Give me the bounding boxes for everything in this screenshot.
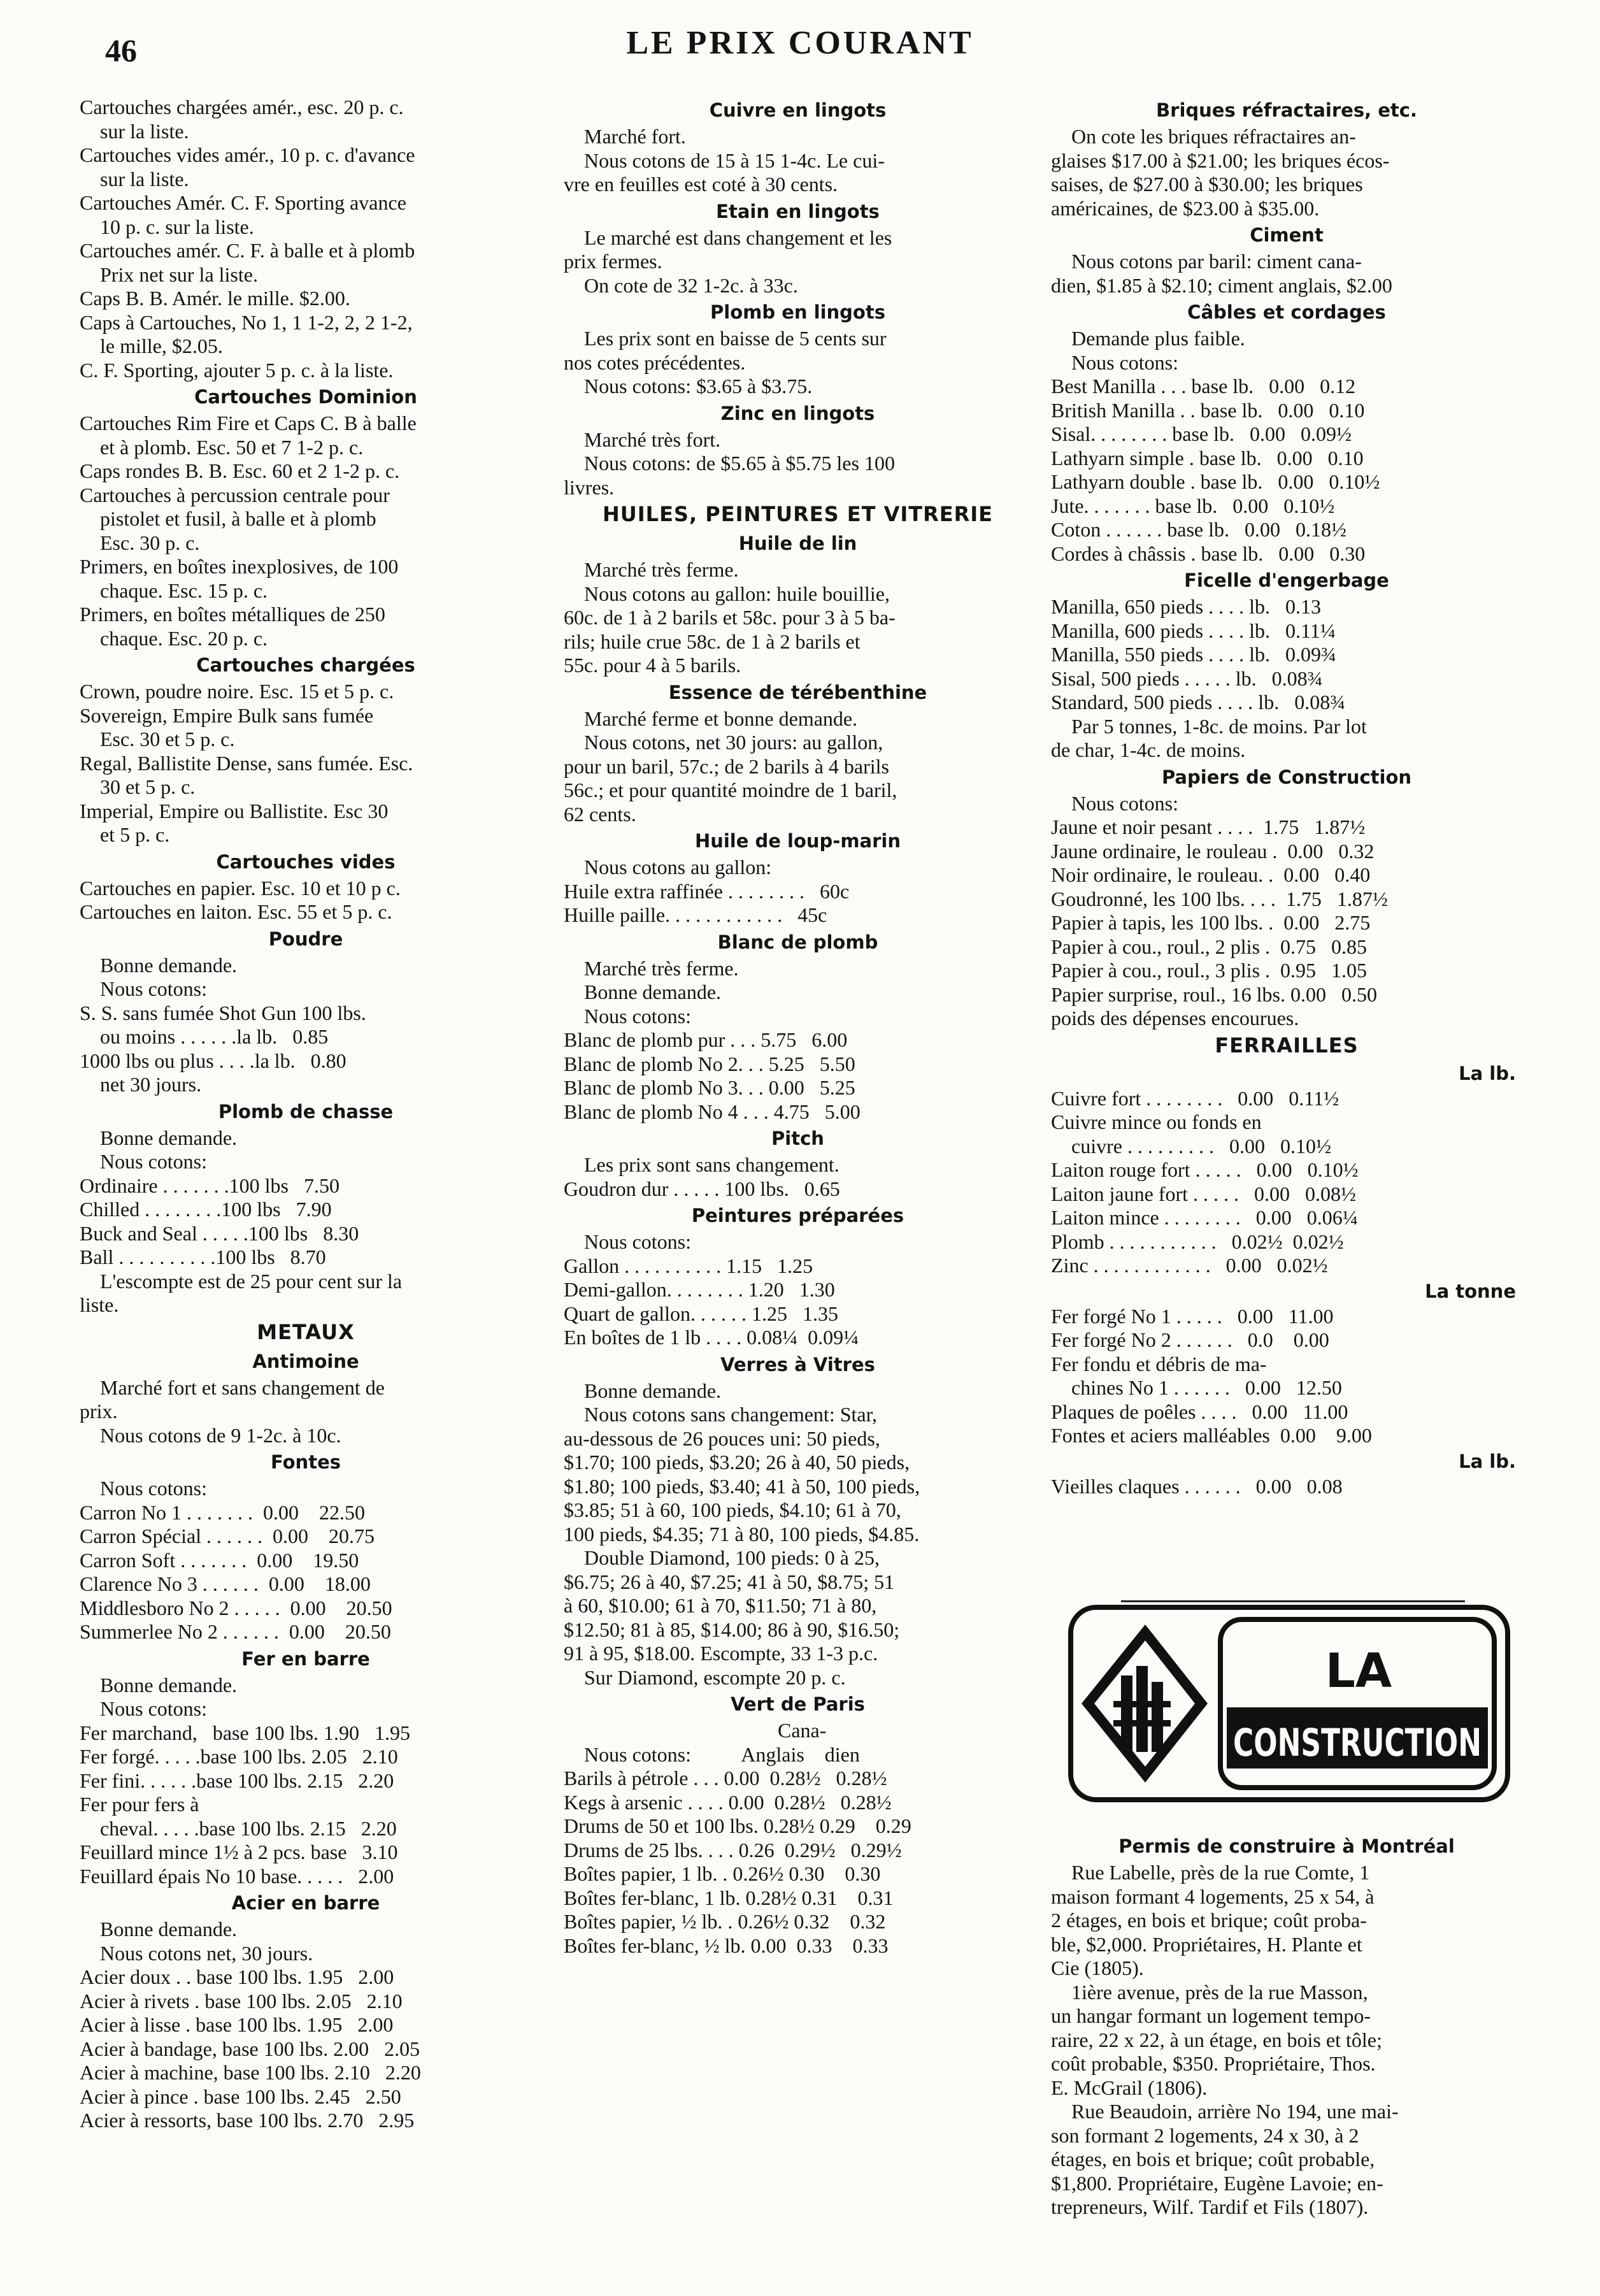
price-paragraph: Marché très ferme. Nous cotons au gallon: huile bouillie, 60c. de 1 à 2 barils et 58c. pour 3 à 5 ba- rils; huile crue 58c. de 1 à 2 barils et 55c. pour 4 à 5 barils. [564,558,896,677]
price-paragraph: On cote les briques réfractaires an- glaises $17.00 à $21.00; les briques écos- saises, de $27.00 à $30.00; les briques américaines, de $23.00 à $35.00. [1051,125,1390,220]
price-paragraph: Bonne demande. Nous cotons: Ordinaire . . . . . . .100 lbs 7.50 Chilled . . . . . . . .100 lbs 7.90 Buck and Seal . . . . .100 lbs 8.30 Ball . . . . . . . . . .100 lbs 8.70 L'escompte est de 25 pour cent sur la liste. [80,1126,403,1316]
price-paragraph: Vieilles claques . . . . . . 0.00 0.08 [1051,1474,1343,1498]
logo-text-top: LA [1325,1644,1392,1698]
price-paragraph: Marché très fort. Nous cotons: de $5.65 à $5.75 les 100 livres. [564,427,895,499]
section-heading: Cuivre en lingots [709,99,887,121]
section-heading: Acier en barre [231,1892,380,1914]
la-construction-logo [1069,1605,1510,1802]
section-heading: Huile de lin [738,533,857,554]
section-heading: Zinc en lingots [720,402,875,424]
price-paragraph: Nous cotons au gallon: Huile extra raffinée . . . . . . . . 60c Huille paille. . . . . . . . . . . . 45c [564,856,850,926]
price-paragraph: Bonne demande. Nous cotons: Fer marchand, base 100 lbs. 1.90 1.95 Fer forgé. . . . .base 100 lbs. 2.05 2.10 Fer fini. . . . . .base 100 lbs. 2.15 2.20 Fer pour fers à cheval. . . . .base 100 lbs. 2.15 2.20 Feuillard mince 1½ à 2 pcs. base 3.10 Feuillard épais No 10 base. . . . . 2.00 [80,1673,411,1888]
section-heading: Peintures préparées [691,1205,904,1226]
price-paragraph: Marché fort et sans changement de prix. Nous cotons de 9 1-2c. à 10c. [80,1375,385,1447]
page-number: 46 [105,32,137,68]
section-heading: Vert de Paris [731,1693,865,1715]
price-paragraph: Marché ferme et bonne demande. Nous cotons, net 30 jours: au gallon, pour un baril, 57c.; de 2 barils à 4 barils 56c.; et pour quantité moindre de 1 baril, 62 cents. [564,707,897,826]
price-paragraph: Manilla, 650 pieds . . . . lb. 0.13 Manilla, 600 pieds . . . . lb. 0.11¼ Manilla, 550 pieds . . . . lb. 0.09¾ Sisal, 500 pieds . . . . . lb. 0.08¾ Standard, 500 pieds . . . . lb. 0.08¾ Par 5 tonnes, 1-8c. de moins. Par lot de char, 1-4c. de moins. [1051,595,1367,761]
column-left [80,96,532,2133]
building-permits-section [1051,1832,1522,2220]
section-heading: Permis de construire à Montréal [1118,1835,1455,1857]
logo-text-main: CONSTRUCTION [1233,1721,1482,1765]
price-paragraph: Nous cotons: Jaune et noir pesant . . . . 1.75 1.87½ Jaune ordinaire, le rouleau . 0.00 0.32 Noir ordinaire, le rouleau. . 0.00 0.40 Goudronné, les 100 lbs. . . . 1.75 1.87½ Papier à tapis, les 100 lbs. . 0.00 2.75 Papier à cou., roul., 2 plis . 0.75 0.85 Papier à cou., roul., 3 plis . 0.95 1.05 Papier surprise, roul., 16 lbs. 0.00 0.50 poids des dépenses encourues. [1051,791,1388,1030]
section-heading: Antimoine [252,1350,359,1372]
price-paragraph: Cartouches Rim Fire et Caps C. B à balle et à plomb. Esc. 50 et 7 1-2 p. c. Caps rondes B. B. Esc. 60 et 2 1-2 p. c. Cartouches à percussion centrale pour pistolet et fusil, à balle et à plomb Esc. 30 p. c. Primers, en boîtes inexplosives, de 100 chaque. Esc. 15 p. c. Primers, en boîtes métalliques de 250 chaque. Esc. 20 p. c. [80,412,417,650]
price-paragraph: Le marché est dans changement et les prix fermes. On cote de 32 1-2c. à 33c. [564,226,892,297]
price-paragraph: Nous cotons: Gallon . . . . . . . . . . 1.15 1.25 Demi-gallon. . . . . . . . 1.20 1.30 Quart de gallon. . . . . . 1.25 1.35 En boîtes de 1 lb . . . . 0.08¼ 0.09¼ [564,1230,859,1349]
section-heading: Etain en lingots [716,200,880,222]
section-heading: Plomb en lingots [710,301,885,323]
section-heading: Fontes [271,1451,341,1473]
major-heading: HUILES, PEINTURES ET VITRERIE [603,502,993,526]
section-heading: Cartouches vides [216,850,396,873]
price-paragraph: Bonne demande. Nous cotons sans changement: Star, au-dessous de 26 pouces uni: 50 pieds, $1.70; 100 pieds, $3.20; 26 à 40, 50 pieds, $1.80; 100 pieds, $3.40; 41 à 50, 100 pieds, $3.85; 51 à 60, 100 pieds, $4.10; 61 à 70, 100 pieds, $4.35; 71 à 80, 100 pieds, $4.85. Double Diamond, 100 pieds: 0 à 25, $6.75; 26 à 40, $7.25; 41 à 50, $8.75; 51 à 60, $10.00; 61 à 70, $11.50; 71 à 80, $12.50; 81 à 85, $14.00; 86 à 90, $16.50; 91 à 95, $18.00. Escompte, 33 1-3 p.c. Sur Diamond, escompte 20 p. c. [564,1379,920,1689]
price-paragraph: Cana- Nous cotons: Anglais dien Barils à pétrole . . . 0.00 0.28½ 0.28½ Kegs à arsenic . . . . 0.00 0.28½ 0.28½ Drums de 50 et 100 lbs. 0.28½ 0.29 0.29 Drums de 25 lbs. . . . 0.26 0.29½ 0.29½ Boîtes papier, 1 lb. . 0.26½ 0.30 0.30 Boîtes fer-blanc, 1 lb. 0.28½ 0.31 0.31 Boîtes papier, ½ lb. . 0.26½ 0.32 0.32 Boîtes fer-blanc, ½ lb. 0.00 0.33 0.33 [564,1719,911,1957]
section-heading: Blanc de plomb [717,931,878,953]
price-paragraph: Cartouches en papier. Esc. 10 et 10 p c. Cartouches en laiton. Esc. 55 et 5 p. c. [80,876,401,923]
section-heading: Câbles et cordages [1187,301,1386,323]
section-heading: Cartouches Dominion [194,386,417,408]
section-heading: Fer en barre [241,1647,370,1670]
page-header [0,0,1600,83]
journal-title: LE PRIX COURANT [626,25,974,61]
unit-label: La tonne [1425,1280,1516,1302]
price-paragraph: Marché très ferme. Bonne demande. Nous cotons: Blanc de plomb pur . . . 5.75 6.00 Blanc de plomb No 2. . . 5.25 5.50 Blanc de plomb No 3. . . 0.00 5.25 Blanc de plomb No 4 . . . 4.75 5.00 [564,956,861,1123]
logo-graphic [1069,1605,1510,1802]
price-paragraph: Les prix sont sans changement. Goudron dur . . . . . 100 lbs. 0.65 [564,1153,840,1200]
section-heading: Huile de loup-marin [694,830,901,852]
column-middle [564,96,1032,1958]
section-heading: Ciment [1250,224,1324,246]
section-heading: Briques réfractaires, etc. [1156,99,1417,121]
logo-rule [1121,1600,1465,1602]
price-paragraph: Rue Labelle, près de la rue Comte, 1 maison formant 4 logements, 25 x 54, à 2 étages, en bois et brique; coût proba- ble, $2,000. Propriétaires, H. Plante et Cie (1805). 1ière avenue, près de la rue Masson, un hangar formant un logement tempo- raire, 22 x 22, à un étage, en bois et tôle; coût probable, $350. Propriétaire, Thos. E. McGrail (1806). Rue Beaudoin, arrière No 194, une mai- son formant 2 logements, 24 x 30, à 2 étages, en bois et brique; coût probable, $1,800. Propriétaire, Eugène Lavoie; en- trepreneurs, Wilf. Tardif et Fils (1807). [1051,1861,1399,2218]
section-heading: Ficelle d'engerbage [1184,570,1389,591]
section-heading: Papiers de Construction [1161,766,1412,788]
column-right [1051,96,1522,1498]
price-paragraph: Fer forgé No 1 . . . . . 0.00 11.00 Fer forgé No 2 . . . . . . 0.0 0.00 Fer fondu et débris de ma- chines No 1 . . . . . . 0.00 12.50 Plaques de poêles . . . . 0.00 11.00 Fontes et aciers malléables 0.00 9.00 [1051,1304,1372,1447]
major-heading: METAUX [257,1319,355,1344]
unit-label: La lb. [1459,1062,1516,1084]
section-heading: Poudre [268,928,343,950]
price-paragraph: Demande plus faible. Nous cotons: Best Manilla . . . base lb. 0.00 0.12 British Manilla . . base lb. 0.00 0.10 Sisal. . . . . . . . base lb. 0.00 0.09½ Lathyarn simple . base lb. 0.00 0.10 Lathyarn double . base lb. 0.00 0.10½ Jute. . . . . . . base lb. 0.00 0.10½ Coton . . . . . . base lb. 0.00 0.18½ Cordes à châssis . base lb. 0.00 0.30 [1051,327,1380,565]
price-paragraph: Crown, poudre noire. Esc. 15 et 5 p. c. Sovereign, Empire Bulk sans fumée Esc. 30 et 5 p. c. Regal, Ballistite Dense, sans fumée. Esc. 30 et 5 p. c. Imperial, Empire ou Ballistite. Esc 30 et 5 p. c. [80,680,413,846]
price-paragraph: Les prix sont en baisse de 5 cents sur nos cotes précédentes. Nous cotons: $3.65 à $3.75. [564,327,887,398]
section-heading: Plomb de chasse [218,1100,394,1123]
section-heading: Verres à Vitres [720,1353,875,1375]
price-paragraph: Nous cotons: Carron No 1 . . . . . . . 0.00 22.50 Carron Spécial . . . . . . 0.00 20.75 Carron Soft . . . . . . . 0.00 19.50 Clarence No 3 . . . . . . 0.00 18.00 Middlesboro No 2 . . . . . 0.00 20.50 Summerlee No 2 . . . . . . 0.00 20.50 [80,1477,392,1643]
section-heading: Essence de térébenthine [668,681,927,703]
section-heading: Pitch [771,1128,824,1149]
price-paragraph: Bonne demande. Nous cotons: S. S. sans fumée Shot Gun 100 lbs. ou moins . . . . . .la lb. 0.85 1000 lbs ou plus . . . .la lb. 0.80 net 30 jours. [80,953,366,1096]
unit-label: La lb. [1459,1450,1516,1472]
price-paragraph: Marché fort. Nous cotons de 15 à 15 1-4c. Le cui- vre en feuilles est coté à 30 cents. [564,125,885,196]
price-paragraph: Bonne demande. Nous cotons net, 30 jours. Acier doux . . base 100 lbs. 1.95 2.00 Acier à rivets . base 100 lbs. 2.05 2.10 Acier à lisse . base 100 lbs. 1.95 2.00 Acier à bandage, base 100 lbs. 2.00 2.05 Acier à machine, base 100 lbs. 2.10 2.20 Acier à pince . base 100 lbs. 2.45 2.50 Acier à ressorts, base 100 lbs. 2.70 2.95 [80,1918,421,2132]
price-paragraph: Nous cotons par baril: ciment cana- dien, $1.85 à $2.10; ciment anglais, $2.00 [1051,250,1392,297]
price-paragraph: Cartouches chargées amér., esc. 20 p. c. sur la liste. Cartouches vides amér., 10 p. c. d'avance sur la liste. Cartouches Amér. C. F. Sporting avance 10 p. c. sur la liste. Cartouches amér. C. F. à balle et à plomb Prix net sur la liste. Caps B. B. Amér. le mille. $2.00. Caps à Cartouches, No 1, 1 1-2, 2, 2 1-2, le mille, $2.05. C. F. Sporting, ajouter 5 p. c. à la liste. [80,96,415,382]
major-heading: FERRAILLES [1215,1033,1359,1058]
section-heading: Cartouches chargées [196,654,415,676]
price-paragraph: Cuivre fort . . . . . . . . 0.00 0.11½ Cuivre mince ou fonds en cuivre . . . . . . . . . 0.00 0.10½ Laiton rouge fort . . . . . 0.00 0.10½ Laiton jaune fort . . . . . 0.00 0.08½ Laiton mince . . . . . . . . 0.00 0.06¼ Plomb . . . . . . . . . . . 0.02½ 0.02½ Zinc . . . . . . . . . . . . 0.00 0.02½ [1051,1086,1359,1277]
